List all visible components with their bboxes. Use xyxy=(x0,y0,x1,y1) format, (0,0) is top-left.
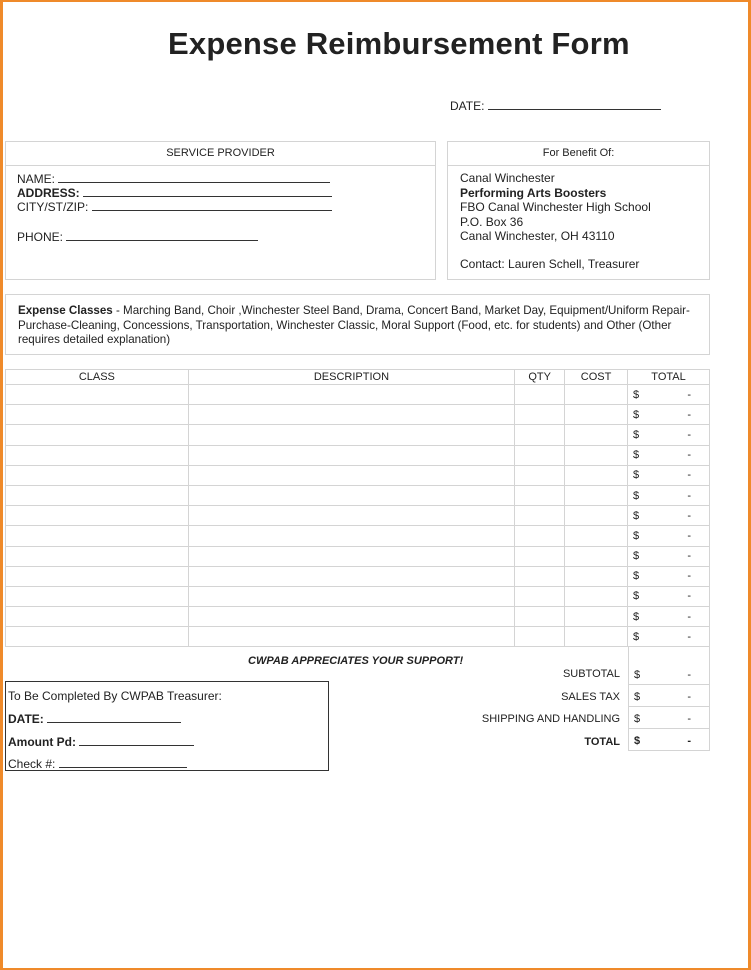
benefit-line: Canal Winchester xyxy=(460,171,555,185)
description-cell[interactable] xyxy=(188,405,514,425)
city-field[interactable] xyxy=(17,200,332,215)
amount-paid-field[interactable] xyxy=(8,735,194,749)
check-number-field[interactable] xyxy=(8,757,187,771)
currency-symbol: $ xyxy=(633,469,640,482)
benefit-header: For Benefit Of: xyxy=(448,142,709,166)
currency-symbol: $ xyxy=(633,428,640,441)
expense-table xyxy=(5,369,710,647)
total-cell xyxy=(628,546,710,566)
class-cell[interactable] xyxy=(6,485,189,505)
total-value: - xyxy=(687,489,691,502)
total-value: - xyxy=(687,388,691,401)
benefit-line: FBO Canal Winchester High School xyxy=(460,200,651,215)
class-cell[interactable] xyxy=(6,385,189,405)
name-field[interactable] xyxy=(17,172,330,187)
total-cell xyxy=(628,506,710,526)
benefit-line: Performing Arts Boosters xyxy=(460,185,607,200)
qty-cell[interactable] xyxy=(515,385,565,405)
benefit-contact: Contact: Lauren Schell, Treasurer xyxy=(460,256,640,271)
description-cell[interactable] xyxy=(188,465,514,485)
class-cell[interactable] xyxy=(6,546,189,566)
total-cell xyxy=(628,465,710,485)
currency-symbol: $ xyxy=(634,691,641,703)
expense-classes-box xyxy=(5,294,710,355)
summary-amount: - xyxy=(687,691,691,703)
description-cell[interactable] xyxy=(188,627,514,647)
qty-cell[interactable] xyxy=(515,607,565,627)
description-cell[interactable] xyxy=(188,546,514,566)
address-label: ADDRESS: xyxy=(17,186,80,200)
table-row xyxy=(6,445,710,465)
total-value: - xyxy=(687,509,691,522)
cost-cell[interactable] xyxy=(565,425,628,445)
summary-value-total xyxy=(629,729,709,751)
summary-amount: - xyxy=(687,713,691,725)
qty-cell[interactable] xyxy=(515,405,565,425)
currency-symbol: $ xyxy=(633,610,640,623)
name-label: NAME: xyxy=(17,172,56,186)
summary-column xyxy=(628,646,710,751)
table-row xyxy=(6,526,710,546)
table-row xyxy=(6,425,710,445)
description-cell[interactable] xyxy=(188,607,514,627)
cost-cell[interactable] xyxy=(565,607,628,627)
summary-value-subtotal xyxy=(629,663,709,685)
cost-cell[interactable] xyxy=(565,465,628,485)
currency-symbol: $ xyxy=(633,529,640,542)
cost-cell[interactable] xyxy=(565,526,628,546)
cost-cell[interactable] xyxy=(565,405,628,425)
total-cell xyxy=(628,385,710,405)
class-cell[interactable] xyxy=(6,506,189,526)
column-header: COST xyxy=(565,370,628,385)
class-cell[interactable] xyxy=(6,607,189,627)
summary-value-sales-tax xyxy=(629,685,709,707)
table-row xyxy=(6,586,710,606)
address-field[interactable] xyxy=(17,186,332,201)
table-row xyxy=(6,607,710,627)
check-number-label: Check #: xyxy=(8,757,56,771)
currency-symbol: $ xyxy=(633,590,640,603)
service-provider-header: SERVICE PROVIDER xyxy=(6,142,435,166)
currency-symbol: $ xyxy=(633,509,640,522)
cost-cell[interactable] xyxy=(565,546,628,566)
description-cell[interactable] xyxy=(188,526,514,546)
table-row xyxy=(6,627,710,647)
appreciation-text: CWPAB APPRECIATES YOUR SUPPORT! xyxy=(248,655,464,667)
qty-cell[interactable] xyxy=(515,465,565,485)
column-header: TOTAL xyxy=(628,370,710,385)
class-cell[interactable] xyxy=(6,566,189,586)
cost-cell[interactable] xyxy=(565,566,628,586)
column-header: DESCRIPTION xyxy=(188,370,514,385)
summary-label: TOTAL xyxy=(584,735,620,748)
phone-field[interactable] xyxy=(17,230,258,245)
total-cell xyxy=(628,425,710,445)
summary-label: SUBTOTAL xyxy=(562,668,620,680)
table-row xyxy=(6,385,710,405)
summary-label: SALES TAX xyxy=(561,690,620,703)
total-value: - xyxy=(687,428,691,441)
expense-classes-text: - Marching Band, Choir ,Winchester Steel Band, Drama, Concert Band, Market Day, Equipment/Uniform Repair-Purchase-Cleaning, Concessions, Transportation, Winchester Classic, Moral Support (Food, etc. for students) and Other (Other requires detailed explanation) xyxy=(18,304,690,346)
table-row xyxy=(6,405,710,425)
table-row xyxy=(6,485,710,505)
total-value: - xyxy=(687,469,691,482)
table-row xyxy=(6,465,710,485)
currency-symbol: $ xyxy=(633,550,640,563)
summary-amount: - xyxy=(687,735,691,747)
class-cell[interactable] xyxy=(6,425,189,445)
benefit-box xyxy=(447,141,710,280)
qty-cell[interactable] xyxy=(515,485,565,505)
description-cell[interactable] xyxy=(188,586,514,606)
cost-cell[interactable] xyxy=(565,385,628,405)
column-header: CLASS xyxy=(6,370,189,385)
class-cell[interactable] xyxy=(6,627,189,647)
phone-label: PHONE: xyxy=(17,230,64,244)
treasurer-date-label: DATE: xyxy=(8,712,44,726)
currency-symbol: $ xyxy=(633,570,640,583)
date-label: DATE: xyxy=(450,99,485,113)
currency-symbol: $ xyxy=(634,735,641,747)
qty-cell[interactable] xyxy=(515,546,565,566)
description-cell[interactable] xyxy=(188,445,514,465)
currency-symbol: $ xyxy=(634,669,641,681)
column-header: QTY xyxy=(515,370,565,385)
service-provider-box xyxy=(5,141,436,280)
class-cell[interactable] xyxy=(6,465,189,485)
qty-cell[interactable] xyxy=(515,627,565,647)
class-cell[interactable] xyxy=(6,445,189,465)
total-cell xyxy=(628,526,710,546)
benefit-line: P.O. Box 36 xyxy=(460,214,524,229)
class-cell[interactable] xyxy=(6,526,189,546)
description-cell[interactable] xyxy=(188,485,514,505)
class-cell[interactable] xyxy=(6,405,189,425)
summary-label: SHIPPING AND HANDLING xyxy=(481,713,620,725)
total-value: - xyxy=(687,529,691,542)
city-label: CITY/ST/ZIP: xyxy=(17,200,89,214)
qty-cell[interactable] xyxy=(515,566,565,586)
currency-symbol: $ xyxy=(633,489,640,502)
cost-cell[interactable] xyxy=(565,586,628,606)
description-cell[interactable] xyxy=(188,506,514,526)
currency-symbol: $ xyxy=(633,388,640,401)
total-cell xyxy=(628,405,710,425)
total-value: - xyxy=(687,408,691,421)
treasurer-box xyxy=(5,681,329,771)
page-title: Expense Reimbursement Form xyxy=(168,26,630,61)
table-row xyxy=(6,506,710,526)
treasurer-heading: To Be Completed By CWPAB Treasurer: xyxy=(8,689,222,703)
total-value: - xyxy=(687,570,691,583)
treasurer-date-field[interactable] xyxy=(8,712,181,726)
total-cell xyxy=(628,566,710,586)
currency-symbol: $ xyxy=(634,713,641,725)
qty-cell[interactable] xyxy=(515,586,565,606)
total-cell xyxy=(628,586,710,606)
description-cell[interactable] xyxy=(188,425,514,445)
total-value: - xyxy=(687,550,691,563)
qty-cell[interactable] xyxy=(515,425,565,445)
total-value: - xyxy=(687,610,691,623)
cost-cell[interactable] xyxy=(565,627,628,647)
cost-cell[interactable] xyxy=(565,445,628,465)
benefit-line: Canal Winchester, OH 43110 xyxy=(460,229,615,244)
total-value: - xyxy=(687,449,691,462)
total-cell xyxy=(628,445,710,465)
currency-symbol: $ xyxy=(633,449,640,462)
total-cell xyxy=(628,607,710,627)
table-row xyxy=(6,546,710,566)
class-cell[interactable] xyxy=(6,586,189,606)
table-row xyxy=(6,566,710,586)
qty-cell[interactable] xyxy=(515,526,565,546)
summary-amount: - xyxy=(687,669,691,681)
cost-cell[interactable] xyxy=(565,485,628,505)
description-cell[interactable] xyxy=(188,566,514,586)
total-cell xyxy=(628,627,710,647)
expense-classes-label: Expense Classes xyxy=(18,304,113,317)
cost-cell[interactable] xyxy=(565,506,628,526)
total-cell xyxy=(628,485,710,505)
total-value: - xyxy=(687,590,691,603)
total-value: - xyxy=(687,630,691,643)
summary-value-shipping-and-handling xyxy=(629,707,709,729)
currency-symbol: $ xyxy=(633,630,640,643)
date-field[interactable] xyxy=(450,99,661,114)
qty-cell[interactable] xyxy=(515,506,565,526)
description-cell[interactable] xyxy=(188,385,514,405)
qty-cell[interactable] xyxy=(515,445,565,465)
amount-paid-label: Amount Pd: xyxy=(8,735,76,749)
currency-symbol: $ xyxy=(633,408,640,421)
